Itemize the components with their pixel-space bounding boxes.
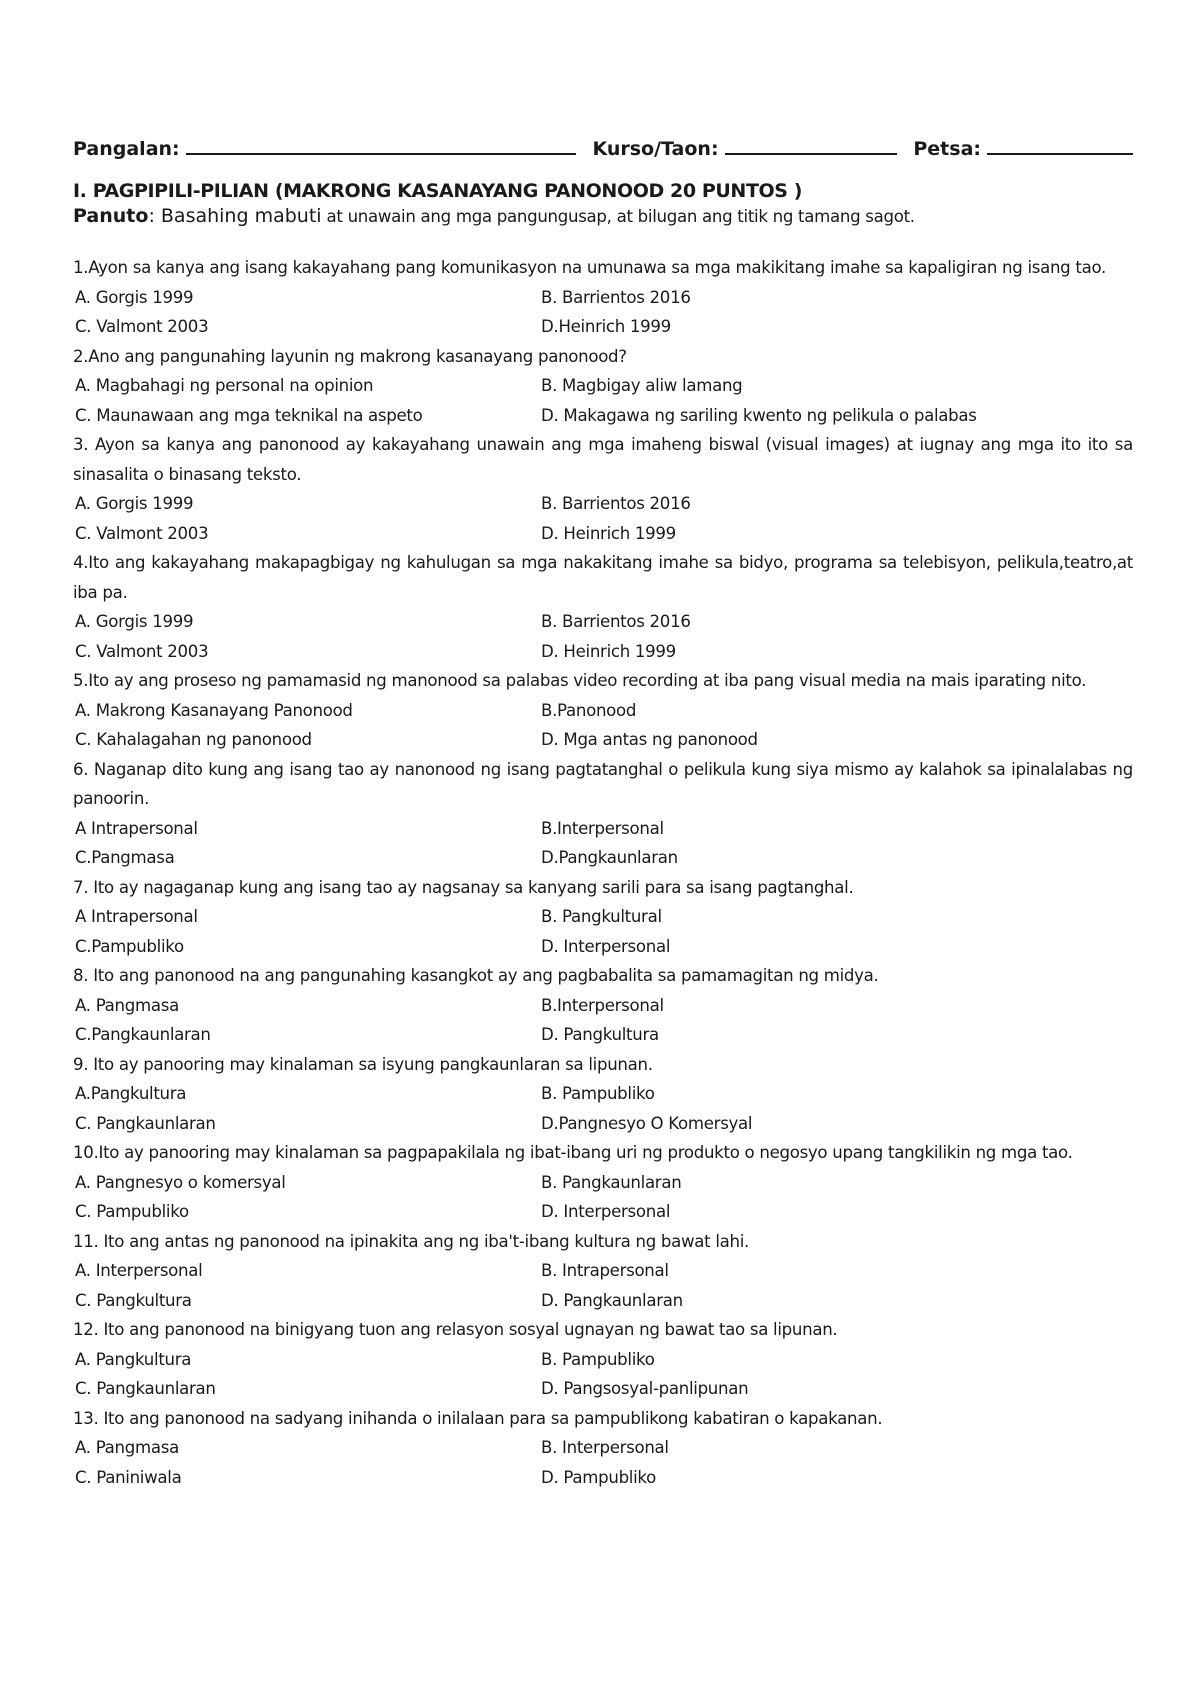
answer-option[interactable]: C. Pangkultura bbox=[75, 1290, 192, 1310]
question-stem: 1.Ayon sa kanya ang isang kakayahang pang komunikasyon na umunawa sa mga makikitang imahe sa kapaligiran ng isang tao. bbox=[73, 258, 1107, 277]
question-stem: 2.Ano ang pangunahing layunin ng makrong kasanayang panonood? bbox=[73, 346, 627, 366]
question-item bbox=[73, 1050, 1133, 1139]
question-item bbox=[73, 548, 1133, 666]
answer-options bbox=[73, 489, 1133, 548]
answer-option[interactable]: D. Heinrich 1999 bbox=[541, 641, 676, 661]
date-label: Petsa: bbox=[913, 138, 981, 160]
answer-option[interactable]: D. Interpersonal bbox=[541, 936, 671, 956]
answer-option[interactable]: C.Pampubliko bbox=[75, 936, 184, 956]
answer-option[interactable]: D. Mga antas ng panonood bbox=[541, 730, 758, 749]
answer-option[interactable]: A.Pangkultura bbox=[75, 1084, 187, 1103]
answer-option[interactable]: D. Pangkultura bbox=[541, 1025, 659, 1044]
name-label: Pangalan: bbox=[73, 138, 180, 160]
answer-option[interactable]: C. Kahalagahan ng panonood bbox=[75, 730, 312, 749]
answer-option[interactable]: A. Pangkultura bbox=[75, 1349, 192, 1369]
answer-option[interactable]: D.Pangnesyo O Komersyal bbox=[541, 1113, 753, 1133]
answer-option[interactable]: B. Barrientos 2016 bbox=[541, 612, 691, 631]
question-stem: 11. Ito ang antas ng panonood na ipinakita ang ng iba't-ibang kultura ng bawat lahi. bbox=[73, 1231, 750, 1251]
answer-option[interactable]: A. Makrong Kasanayang Panonood bbox=[75, 700, 353, 720]
answer-option[interactable]: B.Panonood bbox=[541, 700, 637, 720]
answer-options bbox=[73, 1256, 1133, 1315]
answer-options bbox=[73, 696, 1133, 755]
question-item bbox=[73, 1227, 1133, 1316]
answer-options bbox=[73, 371, 1133, 430]
answer-option[interactable]: D. Pampubliko bbox=[541, 1467, 656, 1487]
question-stem: 13. Ito ang panonood na sadyang inihanda o inilalaan para sa pampublikong kabatiran o kapakanan. bbox=[73, 1408, 883, 1428]
answer-option[interactable]: B.Interpersonal bbox=[541, 818, 664, 838]
question-item bbox=[73, 666, 1133, 755]
answer-option[interactable]: C. Valmont 2003 bbox=[75, 641, 209, 661]
answer-option[interactable]: B. Pangkaunlaran bbox=[541, 1172, 682, 1192]
answer-option[interactable]: B. Intrapersonal bbox=[541, 1261, 669, 1280]
question-stem: 3. Ayon sa kanya ang panonood ay kakayahang unawain ang mga imaheng biswal (visual images) at iugnay ang mga ito ito sa sinasalita o binasang teksto. bbox=[73, 435, 1133, 484]
question-stem: 4.Ito ang kakayahang makapagbigay ng kahulugan sa mga nakakitang imahe sa bidyo, programa sa telebisyon, pelikula,teatro,at iba pa. bbox=[73, 553, 1133, 602]
answer-options bbox=[73, 283, 1133, 342]
answer-option[interactable]: A. Gorgis 1999 bbox=[75, 287, 194, 307]
answer-option[interactable]: A. Pangnesyo o komersyal bbox=[75, 1172, 286, 1192]
name-field bbox=[73, 138, 576, 160]
answer-option[interactable]: D.Pangkaunlaran bbox=[541, 848, 678, 867]
answer-options bbox=[73, 1079, 1133, 1138]
answer-option[interactable]: C. Pangkaunlaran bbox=[75, 1113, 216, 1133]
answer-option[interactable]: A. Interpersonal bbox=[75, 1261, 203, 1280]
answer-option[interactable]: B.Interpersonal bbox=[541, 995, 664, 1015]
question-item bbox=[73, 961, 1133, 1050]
answer-option[interactable]: A. Pangmasa bbox=[75, 1438, 179, 1457]
question-stem: 9. Ito ay panooring may kinalaman sa isyung pangkaunlaran sa lipunan. bbox=[73, 1054, 653, 1074]
answer-option[interactable]: A. Magbahagi ng personal na opinion bbox=[75, 376, 374, 395]
answer-option[interactable]: D. Makagawa ng sariling kwento ng pelikula o palabas bbox=[541, 405, 977, 425]
instruction-lead: Panuto bbox=[73, 205, 149, 227]
section-title: I. PAGPIPILI-PILIAN (MAKRONG KASANAYANG PANONOOD 20 PUNTOS ) bbox=[73, 180, 803, 202]
name-blank bbox=[186, 139, 576, 155]
question-item bbox=[73, 430, 1133, 548]
question-stem: 6. Naganap dito kung ang isang tao ay nanonood ng isang pagtatanghal o pelikula kung siya mismo ay kalahok sa ipinalalabas ng panoorin. bbox=[73, 759, 1133, 808]
question-stem: 5.Ito ay ang proseso ng pamamasid ng manonood sa palabas video recording at iba pang visual media na mais iparating nito. bbox=[73, 671, 1087, 690]
answer-option[interactable]: B. Pangkultural bbox=[541, 907, 662, 926]
question-stem: 10.Ito ay panooring may kinalaman sa pagpapakilala ng ibat-ibang uri ng produkto o negosyo upang tangkilikin ng mga tao. bbox=[73, 1143, 1073, 1162]
course-label: Kurso/Taon: bbox=[592, 138, 719, 160]
question-stem: 7. Ito ay nagaganap kung ang isang tao ay nagsanay sa kanyang sarili para sa isang pagtanghal. bbox=[73, 877, 854, 897]
answer-option[interactable]: C. Paniniwala bbox=[75, 1467, 182, 1487]
question-item bbox=[73, 873, 1133, 962]
answer-option[interactable]: A Intrapersonal bbox=[75, 818, 198, 838]
question-list bbox=[73, 253, 1133, 1492]
answer-option[interactable]: C. Maunawaan ang mga teknikal na aspeto bbox=[75, 405, 423, 425]
answer-option[interactable]: A. Gorgis 1999 bbox=[75, 494, 194, 513]
answer-options bbox=[73, 902, 1133, 961]
answer-options bbox=[73, 1433, 1133, 1492]
question-stem: 12. Ito ang panonood na binigyang tuon ang relasyon sosyal ugnayan ng bawat tao sa lipunan. bbox=[73, 1320, 838, 1339]
instruction-colon: : bbox=[148, 205, 161, 227]
date-field bbox=[913, 138, 1133, 160]
answer-option[interactable]: B. Pampubliko bbox=[541, 1349, 655, 1369]
question-item bbox=[73, 755, 1133, 873]
question-item bbox=[73, 253, 1133, 342]
answer-options bbox=[73, 607, 1133, 666]
answer-option[interactable]: B. Pampubliko bbox=[541, 1084, 655, 1103]
answer-option[interactable]: A. Gorgis 1999 bbox=[75, 612, 194, 631]
student-info-line bbox=[73, 138, 1133, 160]
answer-option[interactable]: D.Heinrich 1999 bbox=[541, 317, 671, 336]
question-item bbox=[73, 1404, 1133, 1493]
answer-options bbox=[73, 1345, 1133, 1404]
answer-option[interactable]: B. Barrientos 2016 bbox=[541, 287, 691, 307]
answer-option[interactable]: C. Valmont 2003 bbox=[75, 317, 209, 336]
answer-option[interactable]: C. Pangkaunlaran bbox=[75, 1379, 216, 1398]
question-stem: 8. Ito ang panonood na ang pangunahing kasangkot ay ang pagbabalita sa pamamagitan ng midya. bbox=[73, 966, 879, 985]
answer-options bbox=[73, 1168, 1133, 1227]
exam-page bbox=[73, 138, 1133, 1492]
answer-option[interactable]: D. Pangkaunlaran bbox=[541, 1290, 683, 1310]
answer-option[interactable]: B. Interpersonal bbox=[541, 1438, 669, 1457]
answer-option[interactable]: C.Pangkaunlaran bbox=[75, 1025, 211, 1044]
answer-options bbox=[73, 991, 1133, 1050]
answer-option[interactable]: D. Pangsosyal-panlipunan bbox=[541, 1379, 749, 1398]
answer-option[interactable]: A Intrapersonal bbox=[75, 907, 198, 926]
answer-options bbox=[73, 814, 1133, 873]
answer-option[interactable]: B. Barrientos 2016 bbox=[541, 494, 691, 513]
answer-option[interactable]: B. Magbigay aliw lamang bbox=[541, 376, 743, 395]
answer-option[interactable]: C.Pangmasa bbox=[75, 848, 175, 867]
question-item bbox=[73, 1315, 1133, 1404]
answer-option[interactable]: D. Interpersonal bbox=[541, 1202, 671, 1221]
instruction bbox=[73, 205, 1133, 227]
answer-option[interactable]: C. Pampubliko bbox=[75, 1202, 189, 1221]
date-blank bbox=[987, 139, 1133, 155]
answer-option[interactable]: C. Valmont 2003 bbox=[75, 523, 209, 543]
instruction-text-b: at unawain ang mga pangungusap, at bilugan ang titik ng tamang sagot. bbox=[321, 207, 915, 226]
course-blank bbox=[725, 139, 897, 155]
answer-option[interactable]: A. Pangmasa bbox=[75, 995, 179, 1015]
answer-option[interactable]: D. Heinrich 1999 bbox=[541, 523, 676, 543]
instruction-text-a: Basahing mabuti bbox=[160, 205, 322, 227]
course-field bbox=[592, 138, 896, 160]
question-item bbox=[73, 342, 1133, 431]
question-item bbox=[73, 1138, 1133, 1227]
